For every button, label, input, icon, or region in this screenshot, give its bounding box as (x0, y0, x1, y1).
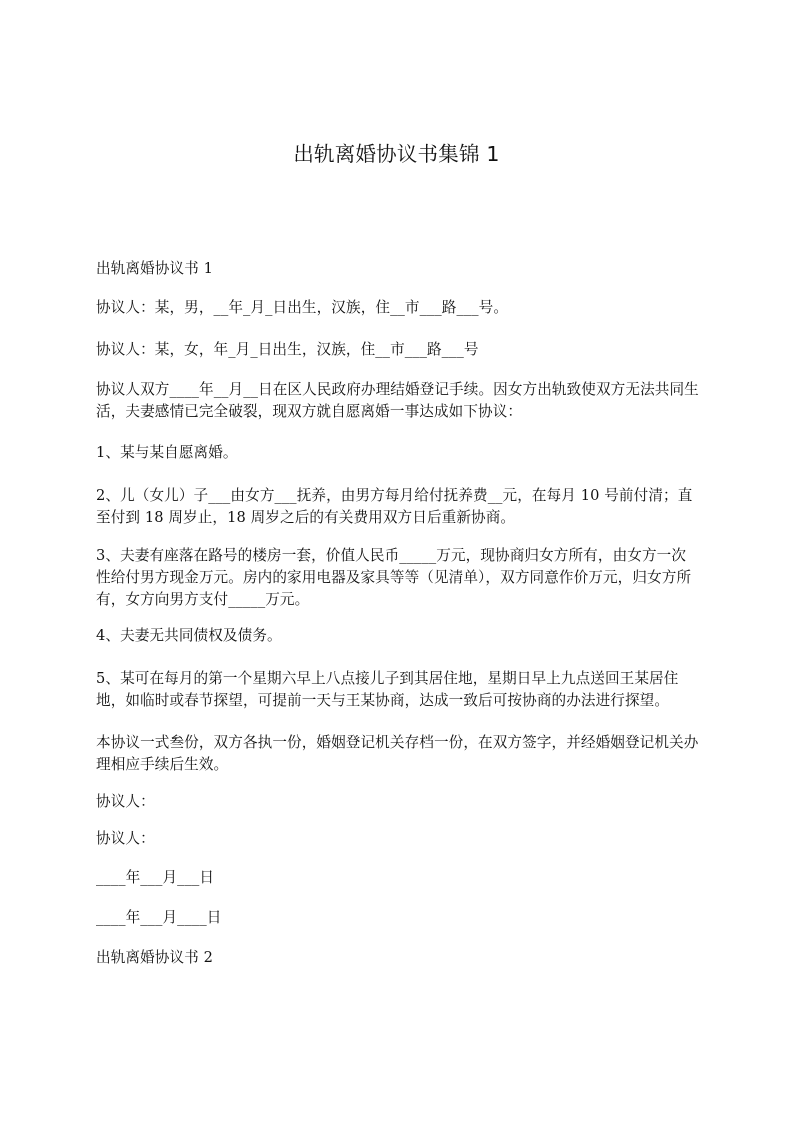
marriage-registration-paragraph: 协议人双方____年__月__日在区人民政府办理结婚登记手续。因女方出轨致使双方无法共同生活，夫妻感情已完全破裂，现双方就自愿离婚一事达成如下协议： (96, 381, 699, 420)
signature-line-1: 协议人： (96, 793, 155, 810)
agreement-item-1: 1、某与某自愿离婚。 (96, 444, 238, 461)
document-title: 出轨离婚协议书集锦 1 (293, 142, 500, 166)
section-heading-1: 出轨离婚协议书 1 (96, 260, 213, 277)
party-two-paragraph: 协议人：某，女，年_月_日出生，汉族，住__市___路___号 (96, 341, 479, 358)
agreement-item-2: 2、儿（女儿）子___由女方___抚养，由男方每月给付抚养费__元，在每月 10 号前付清；直至付到 18 周岁止，18 周岁之后的有关费用双方日后重新协商。 (96, 487, 693, 526)
document-body (96, 258, 700, 969)
date-line-1: ____年___月___日 (96, 869, 215, 886)
signature-line-2: 协议人： (96, 830, 155, 847)
section-heading-2: 出轨离婚协议书 2 (96, 949, 213, 966)
effectiveness-paragraph: 本协议一式叁份，双方各执一份，婚姻登记机关存档一份，在双方签字，并经婚姻登记机关办理相应手续后生效。 (96, 734, 699, 773)
agreement-item-5: 5、某可在每月的第一个星期六早上八点接儿子到其居住地，星期日早上九点送回王某居住地，如临时或春节探望，可提前一天与王某协商，达成一致后可按协商的办法进行探望。 (96, 670, 679, 709)
date-line-2: ____年___月____日 (96, 909, 222, 926)
agreement-item-3: 3、夫妻有座落在路号的楼房一套，价值人民币_____万元，现协商归女方所有，由女方一次性给付男方现金万元。房内的家用电器及家具等等（见清单），双方同意作价万元，归女方所有，女方向男方支付_____万元。 (96, 547, 692, 608)
party-one-paragraph: 协议人：某，男，__年_月_日出生，汉族，住__市___路___号。 (96, 299, 509, 316)
agreement-item-4: 4、夫妻无共同债权及债务。 (96, 627, 282, 644)
